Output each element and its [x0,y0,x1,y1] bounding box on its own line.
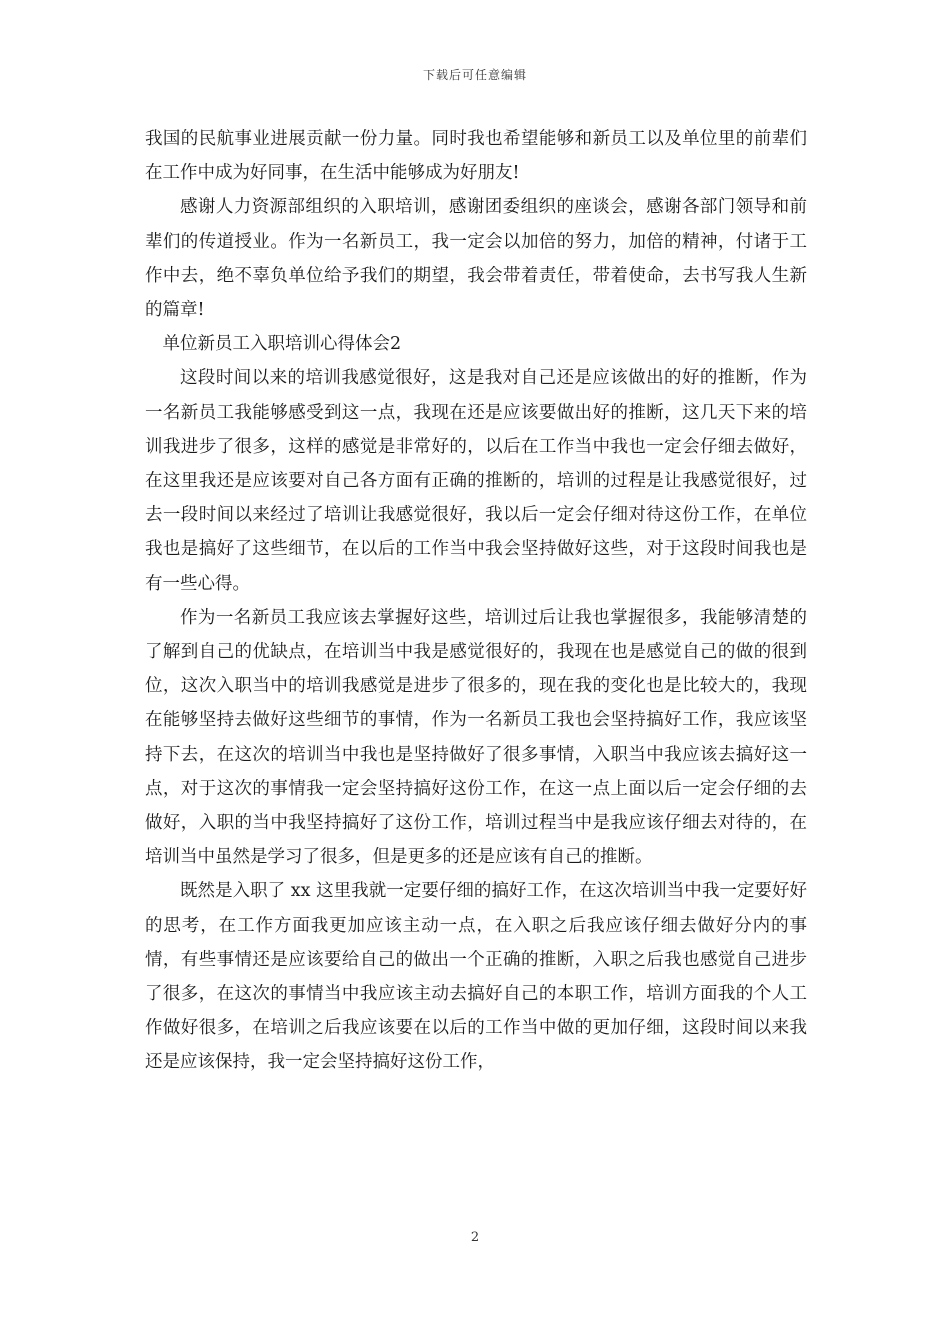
document-body [145,122,807,1080]
paragraph-training-feelings: 这段时间以来的培训我感觉很好，这是我对自己还是应该做出的好的推断，作为一名新员工我能够感受到这一点，我现在还是应该要做出好的推断，这几天下来的培训我进步了很多，这样的感觉是非常好的，以后在工作当中我也一定会仔细去做好，在这里我还是应该要对自己各方面有正确的推断的，培训的过程是让我感觉很好，过去一段时间以来经过了培训让我感觉很好，我以后一定会仔细对待这份工作，在单位我也是搞好了这些细节，在以后的工作当中我会坚持做好这些，对于这段时间我也是有一些心得。 [145,368,807,594]
paragraph-new-employee: 作为一名新员工我应该去掌握好这些，培训过后让我也掌握很多，我能够清楚的了解到自己的优缺点，在培训当中我是感觉很好的，我现在也是感觉自己的做的很到位，这次入职当中的培训我感觉是进步了很多的，现在我的变化也是比较大的，我现在能够坚持去做好这些细节的事情，作为一名新员工我也会坚持搞好工作，我应该坚持下去，在这次的培训当中我也是坚持做好了很多事情，入职当中我应该去搞好这一点，对于这次的事情我一定会坚持搞好这份工作，在这一点上面以后一定会仔细的去做好，入职的当中我坚持搞好了这份工作，培训过程当中是我应该仔细去对待的，在培训当中虽然是学习了很多，但是更多的还是应该有自己的推断。 [145,607,807,868]
paragraph-onboarding: 既然是入职了 xx 这里我就一定要仔细的搞好工作，在这次培训当中我一定要好好的思考，在工作方面我更加应该主动一点，在入职之后我应该仔细去做好分内的事情，有些事情还是应该要给自己的做出一个正确的推断，入职之后我也感觉自己进步了很多，在这次的事情当中我应该主动去搞好自己的本职工作，培训方面我的个人工作做好很多，在培训之后我应该要在以后的工作当中做的更加仔细，这段时间以来我还是应该保持，我一定会坚持搞好这份工作， [145,881,807,1073]
section-subtitle: 单位新员工入职培训心得体会2 [162,334,402,355]
page-number: 2 [470,1230,480,1245]
paragraph-gratitude: 感谢人力资源部组织的入职培训，感谢团委组织的座谈会，感谢各部门领导和前辈们的传道授业。作为一名新员工，我一定会以加倍的努力，加倍的精神，付诸于工作中去，绝不辜负单位给予我们的期望，我会带着责任，带着使命，去书写我人生新的篇章! [145,197,807,321]
paragraph-continuation: 我国的民航事业进展贡献一份力量。同时我也希望能够和新员工以及单位里的前辈们在工作中成为好同事，在生活中能够成为好朋友! [145,129,807,184]
page-header: 下载后可任意编辑 [422,68,527,82]
